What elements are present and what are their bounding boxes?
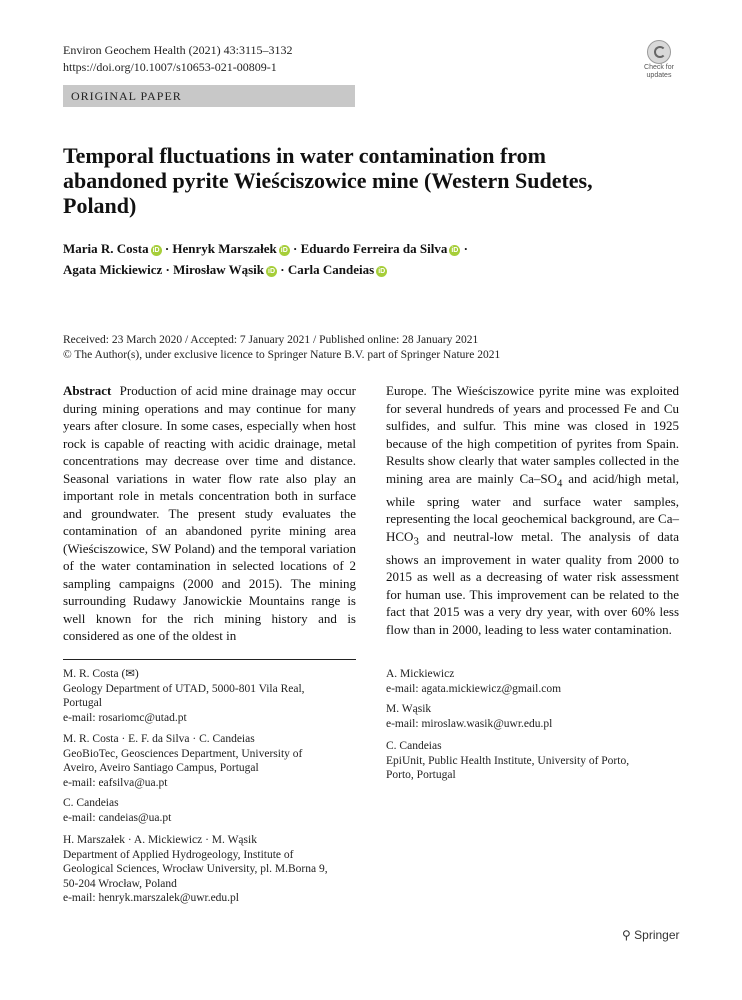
affiliation-line: C. Candeias	[386, 740, 442, 752]
separator: ·	[280, 262, 285, 277]
affiliation-line: Department of Applied Hydrogeology, Institute of	[63, 848, 294, 861]
email-link[interactable]: e-mail: eafsilva@ua.pt	[63, 776, 168, 789]
orcid-icon[interactable]: iD	[280, 247, 288, 254]
abstract-column-1	[63, 382, 356, 645]
publication-dates	[63, 333, 683, 363]
separator: ·	[293, 241, 298, 256]
affiliation-block	[386, 739, 686, 783]
email-link[interactable]: e-mail: henryk.marszalek@uwr.edu.pl	[63, 892, 240, 904]
author-name[interactable]: Maria R. Costa	[63, 241, 149, 256]
separator: ·	[164, 241, 170, 256]
springer-logo	[622, 928, 680, 942]
affiliation-line: M. Wąsik	[386, 703, 432, 715]
affiliation-line: H. Marszałek · A. Mickiewicz · M. Wąsik	[63, 834, 257, 846]
springer-horse-icon: ⚲	[622, 928, 631, 942]
affiliation-line: Aveiro, Aveiro Santiago Campus, Portugal	[63, 762, 259, 774]
email-link[interactable]: e-mail: candeias@ua.pt	[63, 811, 172, 824]
separator: ·	[165, 262, 170, 277]
affiliation-line: GeoBioTec, Geosciences Department, University of	[63, 747, 303, 760]
affiliation-block	[63, 667, 363, 725]
abstract-label: Abstract	[63, 383, 112, 398]
author-name[interactable]: Carla Candeias	[287, 262, 375, 277]
affiliation-line: Portugal	[63, 697, 102, 709]
check-for-updates-badge[interactable]	[637, 40, 681, 79]
copyright-line: © The Author(s), under exclusive licence to Springer Nature B.V. part of Springer Nature 2021	[63, 349, 501, 361]
author-name[interactable]: Agata Mickiewicz	[63, 262, 163, 277]
abstract-text: and neutral-low metal. The analysis of data shows an improvement in water quality from 2000 to 2015 as well as a decreasing of water risk assessment for human use. This improvement can be related to the fact that 2015 was a very dry year, with over 60% less flow than in 2000, leading to less water contamination.	[386, 528, 679, 637]
author-name[interactable]: Mirosław Wąsik	[173, 262, 265, 277]
email-link[interactable]: e-mail: agata.mickiewicz@gmail.com	[386, 682, 562, 695]
affiliation-block	[63, 796, 363, 825]
history-dates: Received: 23 March 2020 / Accepted: 7 January 2021 / Published online: 28 January 2021	[63, 334, 479, 346]
orcid-icon[interactable]: iD	[378, 268, 386, 275]
affiliation-line: Geology Department of UTAD, 5000-801 Vila Real,	[63, 682, 305, 695]
divider	[63, 659, 356, 660]
journal-citation: Environ Geochem Health (2021) 43:3115–3132	[63, 43, 293, 57]
affiliation-block	[63, 732, 363, 790]
author-name[interactable]: Henryk Marszałek	[172, 241, 277, 256]
affiliation-line: Porto, Portugal	[386, 769, 456, 781]
badge-text-2: updates	[646, 72, 672, 79]
affiliation-block	[63, 833, 363, 906]
separator: ·	[463, 241, 468, 256]
author-list	[63, 238, 683, 280]
author-name[interactable]: Eduardo Ferreira da Silva	[300, 241, 448, 256]
subscript: 4	[557, 477, 563, 490]
subscript: 3	[413, 535, 419, 548]
affiliation-line: Geological Sciences, Wrocław University, pl. M.Borna 9,	[63, 863, 328, 875]
affiliation-line: C. Candeias	[63, 797, 119, 809]
affiliation-block	[386, 667, 686, 696]
abstract-text: and acid/high metal, while spring water and surface water samples, representing the local geochemical background, are Ca–HCO	[386, 470, 679, 544]
abstract-text: Europe. The Wieściszowice pyrite mine was exploited for several hundreds of years and processed Fe and Cu sulfides, and sulfur. This mine was closed in 1925 because of the high competition of pyrites from Spain. Results show clearly that water samples collected in the mining area are mainly Ca–SO	[386, 383, 679, 486]
orcid-icon[interactable]: iD	[268, 268, 276, 275]
affiliation-block	[386, 702, 686, 731]
badge-text-1: Check for	[644, 64, 674, 71]
affiliation-line: A. Mickiewicz	[386, 668, 455, 680]
orcid-icon[interactable]: iD	[451, 247, 459, 254]
paper-title: Temporal fluctuations in water contamination from abandoned pyrite Wieściszowice mine (Western Sudetes, Poland)	[63, 143, 593, 218]
doi-link[interactable]: https://doi.org/10.1007/s10653-021-00809-1	[63, 60, 277, 74]
abstract-text: Production of acid mine drainage may occur during mining operations and may continue for many years after closure. In some cases, especially when host rock is capable of reacting with acidic drainage, metal concentrations may decrease over time and distance. Seasonal variations in water flow rate also play an important role in metals concentration both in surface and groundwater. The present study evaluates the contamination of an abandoned pyrite mining area (Wieściszowice, SW Poland) and the temporal variation of the water contamination in selected locations of 2 sampling campaigns (2000 and 2015). The mining surrounding Rudawy Janowickie Mountains range is well known for the rich mining history and is considered as one of the oldest in	[63, 383, 357, 643]
affiliation-line: M. R. Costa · E. F. da Silva · C. Candeias	[63, 733, 255, 745]
affiliation-line: 50-204 Wrocław, Poland	[63, 877, 177, 890]
section-label: ORIGINAL PAPER	[63, 85, 355, 107]
orcid-icon[interactable]: iD	[152, 247, 160, 254]
affiliation-line: EpiUnit, Public Health Institute, University of Porto,	[386, 754, 630, 767]
crossmark-icon	[647, 40, 671, 64]
journal-header	[63, 42, 293, 76]
email-link[interactable]: e-mail: rosariomc@utad.pt	[63, 711, 187, 724]
abstract-column-2	[386, 382, 679, 638]
email-link[interactable]: e-mail: miroslaw.wasik@uwr.edu.pl	[386, 717, 553, 730]
publisher-name: Springer	[634, 928, 680, 942]
affiliation-line: M. R. Costa (✉)	[63, 668, 139, 680]
